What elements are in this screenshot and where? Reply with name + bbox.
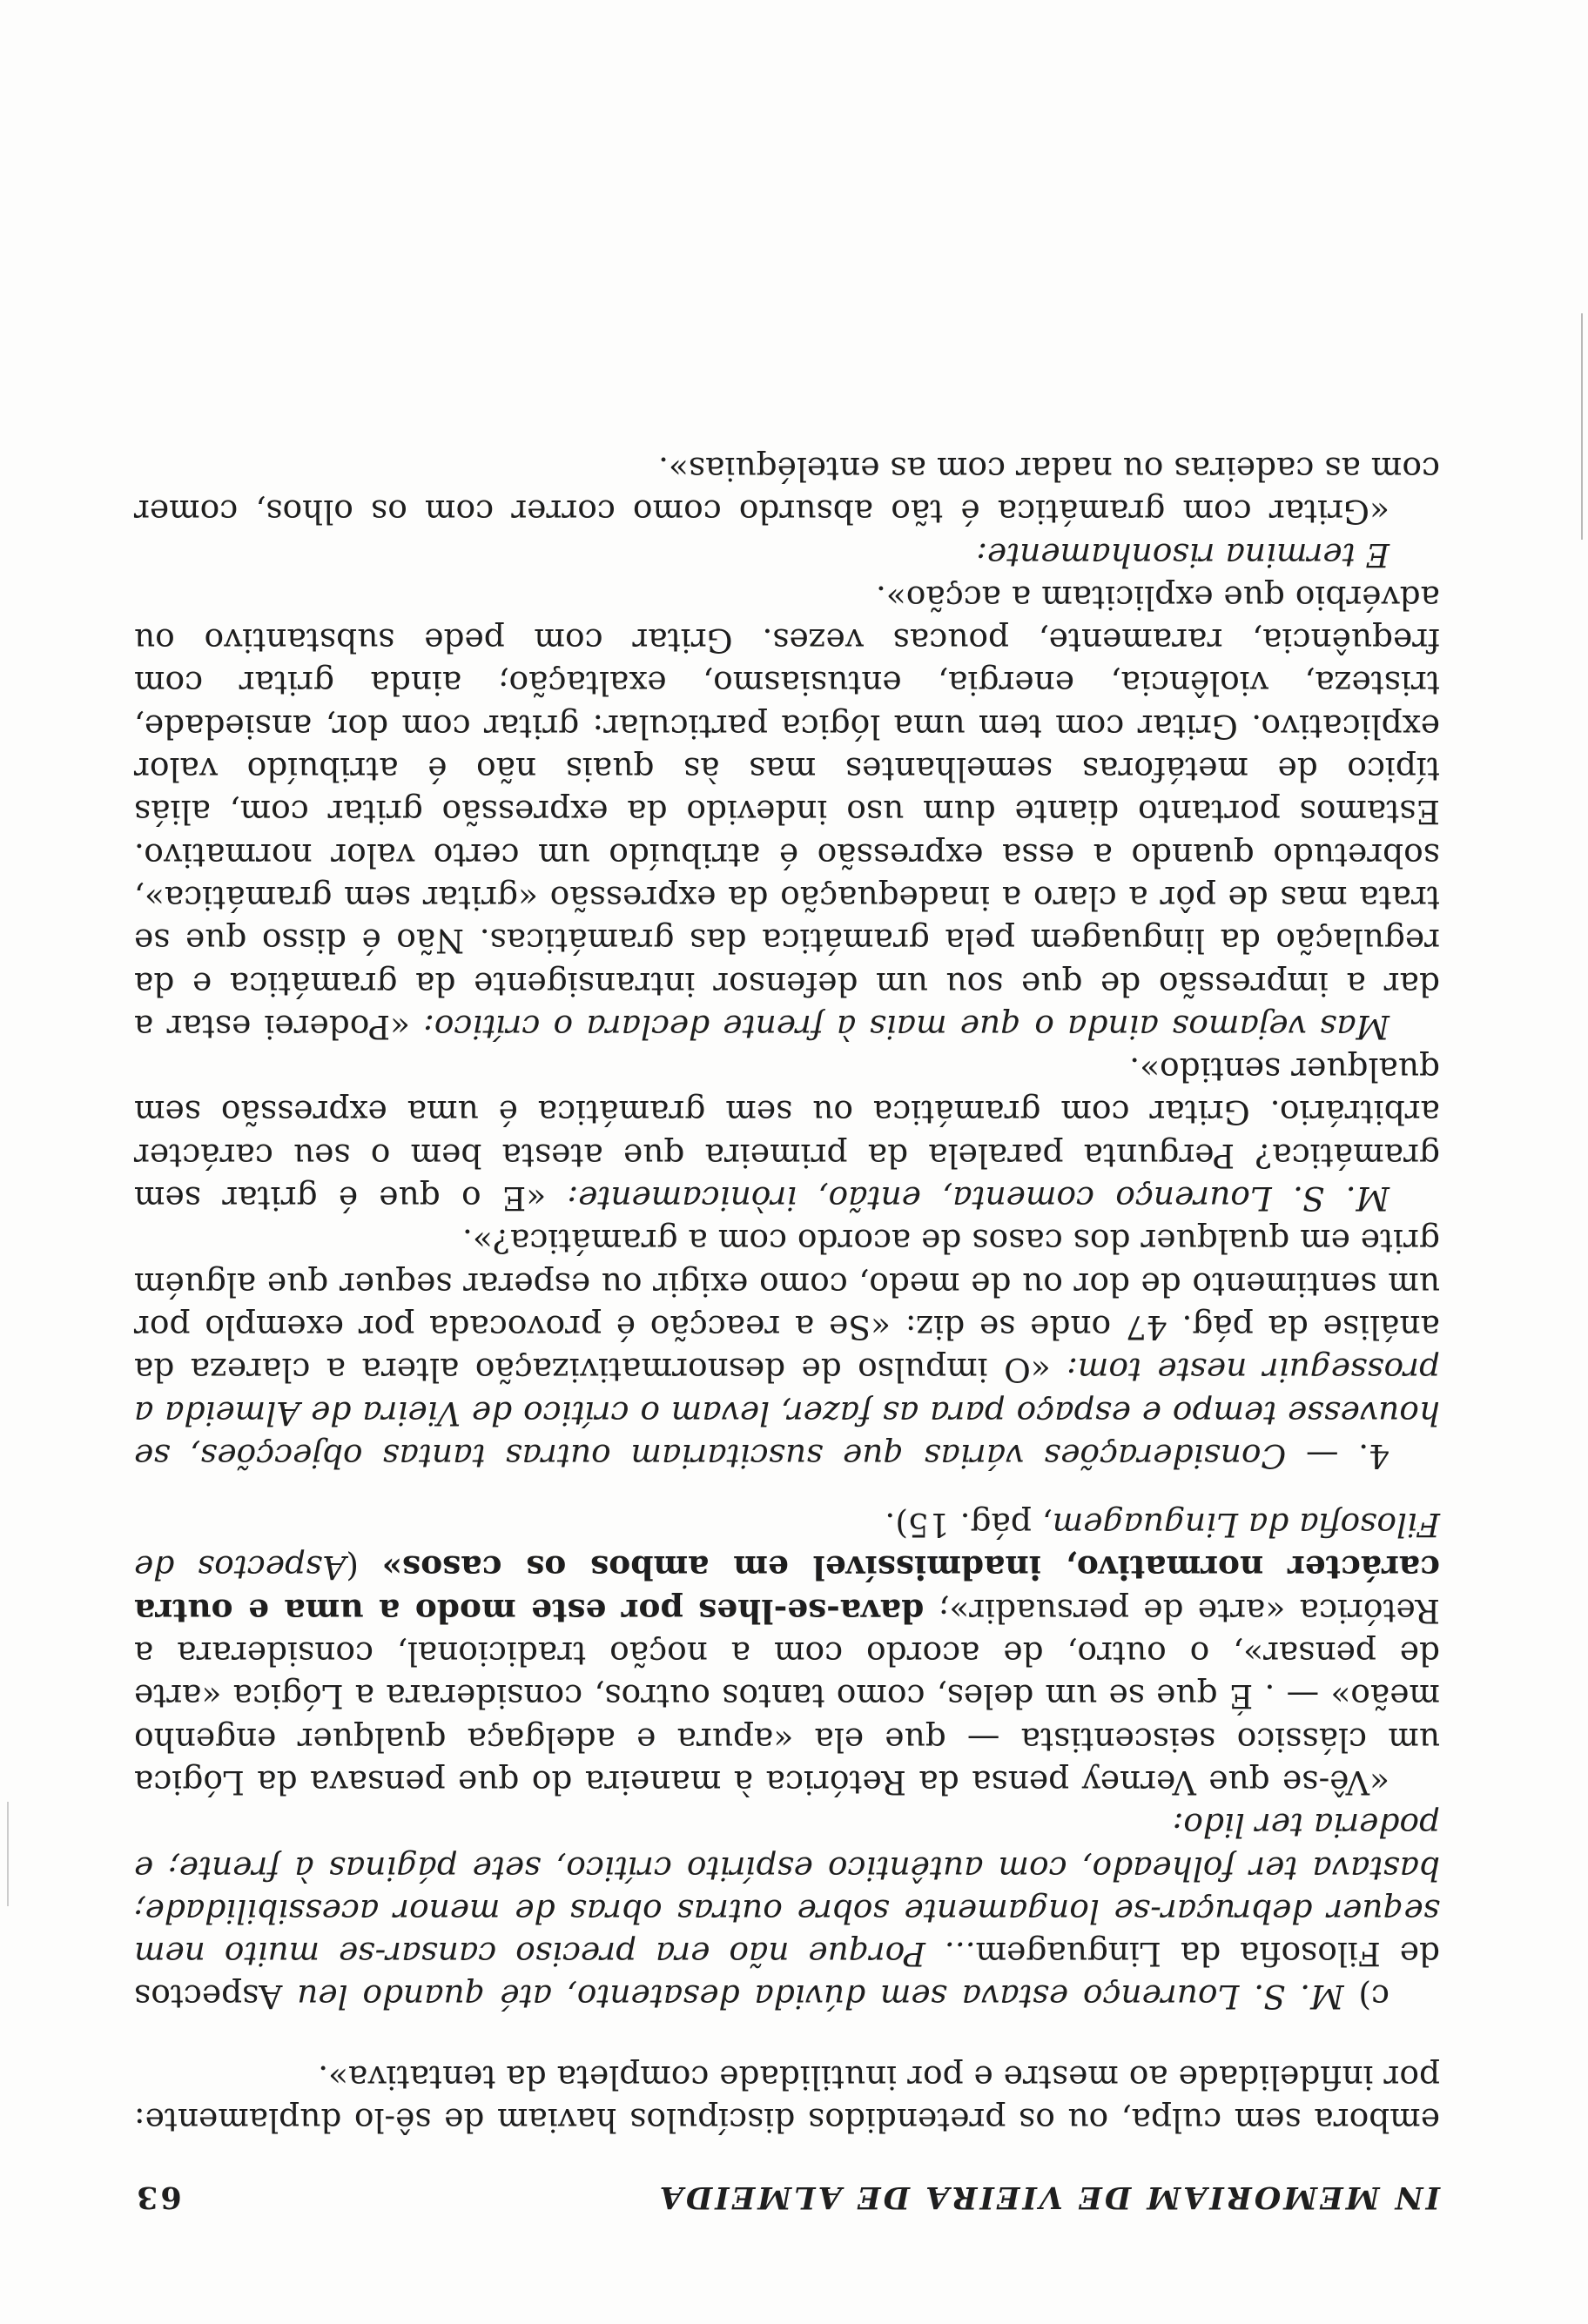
paragraph-closing-intro: E termina risonhamente: — [976, 535, 1390, 574]
section-4-paragraph: 4. — Considerações várias que suscitariam outras tantas objecções, se houvesse tempo e espaço para as fazer, levam o crítico de Vieira de Almeida a prosseguir neste tom: «O impulso de desnormativização altera a clareza da análise da pág. 47 onde se diz: «Se a reacção é provocada por exemplo por um sentimento de dor ou de medo, como exigir ou esperar sequer que alguém grite em qualquer dos casos de acordo com a gramática?». — [134, 1222, 1440, 1475]
section-number: 4. — — [1286, 1436, 1390, 1475]
page-number: 63 — [134, 2180, 182, 2215]
item-label: c) — [1343, 1978, 1390, 2017]
scan-edge-mark — [1581, 313, 1583, 540]
scan-edge-mark — [7, 1802, 9, 1906]
paragraph-closing-quote: «Gritar com gramática é tão absurdo como correr com os olhos, comer com as cadeiras ou nadar com as enteléquias». — [134, 450, 1440, 532]
paragraph-critic: Mas vejamos ainda o que mais à frente declara o crítico: «Poderei estar a dar a impressão de que sou um defensor intransigente da gramática e da regulação da linguagem pela gramática das gramáticas. Não é disso que se trata mas de pôr a claro a inadequação da expressão «gritar sem gramática», sobretudo quando a essa expressão é atribuído um certo valor normativo. Estamos portanto diante dum uso indevido da expressão gritar com, aliás típico de metáforas semelhantes mas às quais não é atribuído valor explicativo. Gritar com tem uma lógica particular: gritar com dor, ansiedade, tristeza, violência, energia, entusiasmo, exaltação; ainda gritar com frequência, raramente, poucas vezes. Gritar com pede substantivo ou advérbio que explicitam a acção». — [133, 578, 1440, 1046]
book-title: Aspectos de Filosofia da Linguagem — [134, 1935, 1440, 2017]
paragraph-comment: M. S. Lourenço comenta, então, irònicamente: «E o que é gritar sem gramática? Pergunta paralela da primeira que atesta bem o seu carácter arbitrário. Gritar com gramática ou sem gramática é uma expressão sem qualquer sentido». — [134, 1051, 1440, 1219]
emphasis-bold: dava-se-lhes por este modo a uma e outra carácter normativo, inadmissível em ambos os casos» — [134, 1548, 1440, 1630]
quotation-paragraph: «Vê-se que Verney pensa da Retórica à maneira do que pensava da Lógica um clássico seiscentista — que ela «apura e adelgaça qualquer engenho meão» — . É que se um deles, como tantos outros, considerara a Lógica «arte de pensar», o outro, de acordo com a noção tradicional, considerara a Retórica «arte de persuadir»; dava-se-lhes por este modo a uma e outra carácter normativo, inadmissível em ambos os casos» (Aspectos de Filosofia da Linguagem, pág. 15). — [134, 1506, 1440, 1802]
paragraph-c: c) M. S. Lourenço estava sem dúvida desatento, até quando leu Aspectos de Filosofia da Linguagem... Porque não era preciso cansar-se muito nem sequer debruçar-se longamente sobre outras obras de menor acessibilidade; bastava ter folheado, com autêntico espírito crítico, sete páginas à frente; e poderia ter lido: — [134, 1806, 1440, 2017]
body-text — [134, 447, 1440, 2141]
running-header — [134, 2172, 1440, 2215]
running-header-title: IN MEMORIAM DE VIEIRA DE ALMEIDA — [656, 2180, 1440, 2215]
paragraph-continuation: embora sem culpa, ou os pretendidos discípulos haviam de sê-lo duplamente: por infidelidade ao mestre e por inutilidade completa da tentativa». — [134, 2058, 1440, 2139]
book-title: Aspectos de Filosofia da Linguagem — [134, 1506, 1440, 1588]
